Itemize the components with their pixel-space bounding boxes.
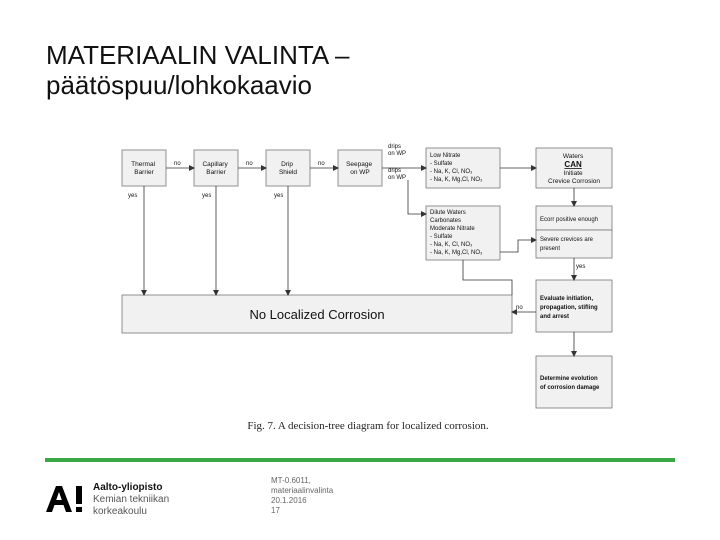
low-nitrate-label: Low Nitrate - Sulfate - Na, K, Cl, NO₃ - Na, K, Mg,Cl, NO₃: [430, 153, 483, 183]
decision-tree-diagram: [118, 140, 618, 412]
yes-label-4: yes: [576, 264, 586, 270]
determine-label: Determine evolution of corrosion damage: [540, 376, 600, 391]
page-number: 17: [271, 506, 280, 515]
course-name: materiaalinvalinta: [271, 486, 334, 495]
no-label-2: no: [246, 161, 253, 167]
no-label-3: no: [318, 161, 325, 167]
footer-meta: [271, 476, 334, 515]
yes-label-2: yes: [202, 193, 212, 199]
drips-on-wp-label-2: drips on WP: [388, 168, 407, 181]
no-label-1: no: [174, 161, 181, 167]
figure-caption: Fig. 7. A decision-tree diagram for localized corrosion.: [247, 420, 489, 432]
severe-crevices-label: Severe crevices are present: [540, 237, 594, 252]
course-code: MT-0.6011,: [271, 476, 311, 485]
yes-label-3: yes: [274, 193, 284, 199]
org-line-1: Aalto-yliopisto: [93, 482, 163, 493]
waters-can-label: Waters CAN Initiate Crevice Corrosion: [547, 153, 601, 185]
drip-shield-label: Drip Shield: [278, 161, 298, 176]
severe-crevices-box: [536, 230, 612, 258]
drips-on-wp-label-1: drips on WP: [388, 144, 407, 157]
determine-box: [536, 356, 612, 408]
drip-shield-box: [266, 150, 310, 186]
evaluate-label: Evaluate initiation, propagation, stifling and arrest: [540, 296, 598, 320]
seepage-label: Seepage on WP: [346, 161, 373, 176]
dilute-waters-label: Dilute Waters Carbonates Moderate Nitrate - Sulfate - Na, K, Cl, NO₃ - Na, K, Mg,Cl, NO₃: [430, 210, 483, 256]
thermal-barrier-box: [122, 150, 166, 186]
org-line-3: korkeakoulu: [93, 506, 147, 517]
thermal-barrier-label: Thermal Barrier: [131, 161, 156, 176]
organization-name: [93, 482, 169, 518]
seepage-box: [338, 150, 382, 186]
capillary-barrier-label: Capillary Barrier: [202, 161, 228, 176]
slide-title-line-2: päätöspuu/lohkokaavio: [46, 70, 312, 100]
slide-title: [46, 40, 666, 100]
org-line-2: Kemian tekniikan: [93, 494, 170, 505]
slide-title-line-1: MATERIAALIN VALINTA –: [46, 40, 350, 70]
yes-label-1: yes: [128, 193, 138, 199]
aalto-logo-icon: [44, 484, 86, 514]
footer-divider: [45, 458, 675, 462]
capillary-barrier-box: [194, 150, 238, 186]
slide-date: 20.1.2016: [271, 496, 307, 505]
ecorr-label: Ecorr positive enough: [540, 217, 599, 223]
no-label-4: no: [516, 305, 523, 311]
no-localized-corrosion-label: No Localized Corrosion: [249, 307, 385, 322]
